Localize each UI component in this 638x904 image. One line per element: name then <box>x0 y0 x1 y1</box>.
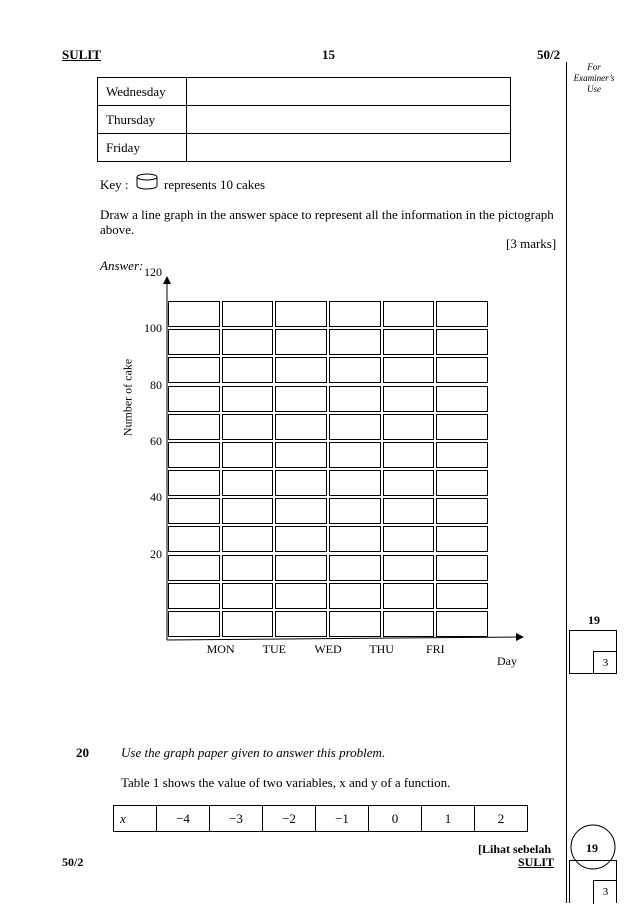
grid-cell[interactable] <box>383 386 435 412</box>
grid-cell[interactable] <box>436 611 488 637</box>
grid-cell[interactable] <box>222 357 274 383</box>
grid-cell[interactable] <box>168 442 220 468</box>
paper-code: 50/2 <box>537 47 561 62</box>
y-tick-label: 60 <box>150 434 162 448</box>
grid-cell[interactable] <box>383 329 435 355</box>
grid-cell[interactable] <box>436 498 488 524</box>
x-value-cell: 2 <box>475 806 528 832</box>
x-value-cell: −3 <box>210 806 263 832</box>
grid-cell[interactable] <box>168 357 220 383</box>
grid-cell[interactable] <box>222 583 274 609</box>
page-number: 15 <box>322 47 335 62</box>
grid-cell[interactable] <box>436 301 488 327</box>
grid-cell[interactable] <box>436 442 488 468</box>
y-tick-label: 100 <box>144 321 162 336</box>
grid-cell[interactable] <box>275 357 327 383</box>
grid-cell[interactable] <box>383 414 435 440</box>
instruction-line1: Draw a line graph in the answer space to represent all the information in the pictograph <box>100 207 554 222</box>
day-cell: Thursday <box>98 106 187 134</box>
grid-cell[interactable] <box>168 526 220 552</box>
grid-cell[interactable] <box>329 301 381 327</box>
grid-cell[interactable] <box>436 357 488 383</box>
score-box-question: 19 <box>588 613 600 627</box>
score-box-question-2: 19 <box>586 841 598 855</box>
grid-cell[interactable] <box>383 555 435 581</box>
function-table <box>113 805 528 832</box>
grid-cell[interactable] <box>222 329 274 355</box>
grid-cell[interactable] <box>329 470 381 496</box>
grid-cell[interactable] <box>222 498 274 524</box>
x-value-cell: −4 <box>157 806 210 832</box>
y-axis-title: Number of cake <box>120 358 135 437</box>
grid-cell[interactable] <box>383 442 435 468</box>
grid-cell[interactable] <box>329 498 381 524</box>
grid-cell[interactable] <box>222 611 274 637</box>
grid-cell[interactable] <box>222 414 274 440</box>
grid-cell[interactable] <box>436 329 488 355</box>
grid-cell[interactable] <box>329 386 381 412</box>
examiner-note-line3: Use <box>587 84 601 94</box>
key-label: Key : <box>100 177 129 192</box>
instruction-line2: above. <box>100 222 135 237</box>
grid-cell[interactable] <box>168 583 220 609</box>
table-row <box>114 806 528 832</box>
grid-cell[interactable] <box>329 555 381 581</box>
x-tick-label: TUE <box>262 642 286 656</box>
header-sulit: SULIT <box>62 47 102 62</box>
score-box <box>569 630 617 674</box>
grid-cell[interactable] <box>329 414 381 440</box>
grid-cell[interactable] <box>168 555 220 581</box>
grid-cell[interactable] <box>222 526 274 552</box>
grid-cell[interactable] <box>436 526 488 552</box>
grid-cell[interactable] <box>275 555 327 581</box>
grid-cell[interactable] <box>168 470 220 496</box>
grid-cell[interactable] <box>383 357 435 383</box>
question-line2: Table 1 shows the value of two variables, x and y of a function. <box>121 775 451 790</box>
grid-cell[interactable] <box>383 301 435 327</box>
graph-grid[interactable] <box>167 300 489 638</box>
x-value-cell: 0 <box>369 806 422 832</box>
footer-sulit: SULIT <box>518 855 555 869</box>
grid-cell[interactable] <box>222 386 274 412</box>
grid-cell[interactable] <box>436 386 488 412</box>
grid-cell[interactable] <box>436 555 488 581</box>
grid-cell[interactable] <box>275 498 327 524</box>
grid-cell[interactable] <box>383 583 435 609</box>
grid-cell[interactable] <box>275 329 327 355</box>
grid-cell[interactable] <box>275 470 327 496</box>
grid-cell[interactable] <box>436 583 488 609</box>
x-tick-label: MON <box>206 642 235 656</box>
table-header-x: x <box>114 806 157 832</box>
grid-cell[interactable] <box>168 329 220 355</box>
grid-cell[interactable] <box>329 329 381 355</box>
day-cell: Friday <box>98 134 187 162</box>
grid-cell[interactable] <box>275 442 327 468</box>
y-tick-label: 40 <box>150 490 162 505</box>
grid-cell[interactable] <box>383 498 435 524</box>
day-cell: Wednesday <box>98 78 187 106</box>
grid-cell[interactable] <box>329 357 381 383</box>
grid-cell[interactable] <box>383 611 435 637</box>
y-tick-label: 20 <box>150 546 162 561</box>
x-value-cell: −1 <box>316 806 369 832</box>
grid-cell[interactable] <box>275 611 327 637</box>
grid-cell[interactable] <box>436 414 488 440</box>
x-value-cell: −2 <box>263 806 316 832</box>
answer-label: Answer: <box>100 258 144 273</box>
grid-cell[interactable] <box>168 498 220 524</box>
grid-cell[interactable] <box>329 611 381 637</box>
grid-cell[interactable] <box>222 555 274 581</box>
grid-cell[interactable] <box>383 470 435 496</box>
grid-cell[interactable] <box>329 583 381 609</box>
x-value-cell: 1 <box>422 806 475 832</box>
grid-cell[interactable] <box>222 301 274 327</box>
y-tick-label: 120 <box>144 265 162 279</box>
key-text: represents 10 cakes <box>164 177 266 192</box>
grid-cell[interactable] <box>222 470 274 496</box>
examiner-note-line2: Examiner’s <box>573 73 615 83</box>
marks-label: [3 marks] <box>506 236 557 251</box>
x-tick-label: THU <box>369 642 394 656</box>
footer-code: 50/2 <box>62 855 84 869</box>
grid-cell[interactable] <box>168 301 220 327</box>
footer-lihat: [Lihat sebelah <box>478 842 552 856</box>
grid-cell[interactable] <box>275 386 327 412</box>
grid-cell[interactable] <box>383 526 435 552</box>
score-box-2 <box>569 860 617 903</box>
grid-cell[interactable] <box>436 470 488 496</box>
x-tick-label: FRI <box>425 642 445 656</box>
grid-cell[interactable] <box>329 442 381 468</box>
grid-cell[interactable] <box>275 414 327 440</box>
question-line1: Use the graph paper given to answer this problem. <box>121 745 386 760</box>
score-box-2-marks: 3 <box>593 880 617 904</box>
x-tick-label: WED <box>314 642 342 656</box>
examiner-note-line1: For <box>587 62 601 72</box>
grid-cell[interactable] <box>329 526 381 552</box>
grid-cell[interactable] <box>168 386 220 412</box>
grid-cell[interactable] <box>168 414 220 440</box>
question-number: 20 <box>76 745 89 760</box>
grid-cell[interactable] <box>275 526 327 552</box>
y-tick-label: 80 <box>150 377 162 392</box>
x-axis-title: Day <box>497 654 517 668</box>
grid-cell[interactable] <box>168 611 220 637</box>
grid-cell[interactable] <box>275 301 327 327</box>
grid-cell[interactable] <box>222 442 274 468</box>
score-box-marks: 3 <box>593 651 617 674</box>
grid-cell[interactable] <box>275 583 327 609</box>
